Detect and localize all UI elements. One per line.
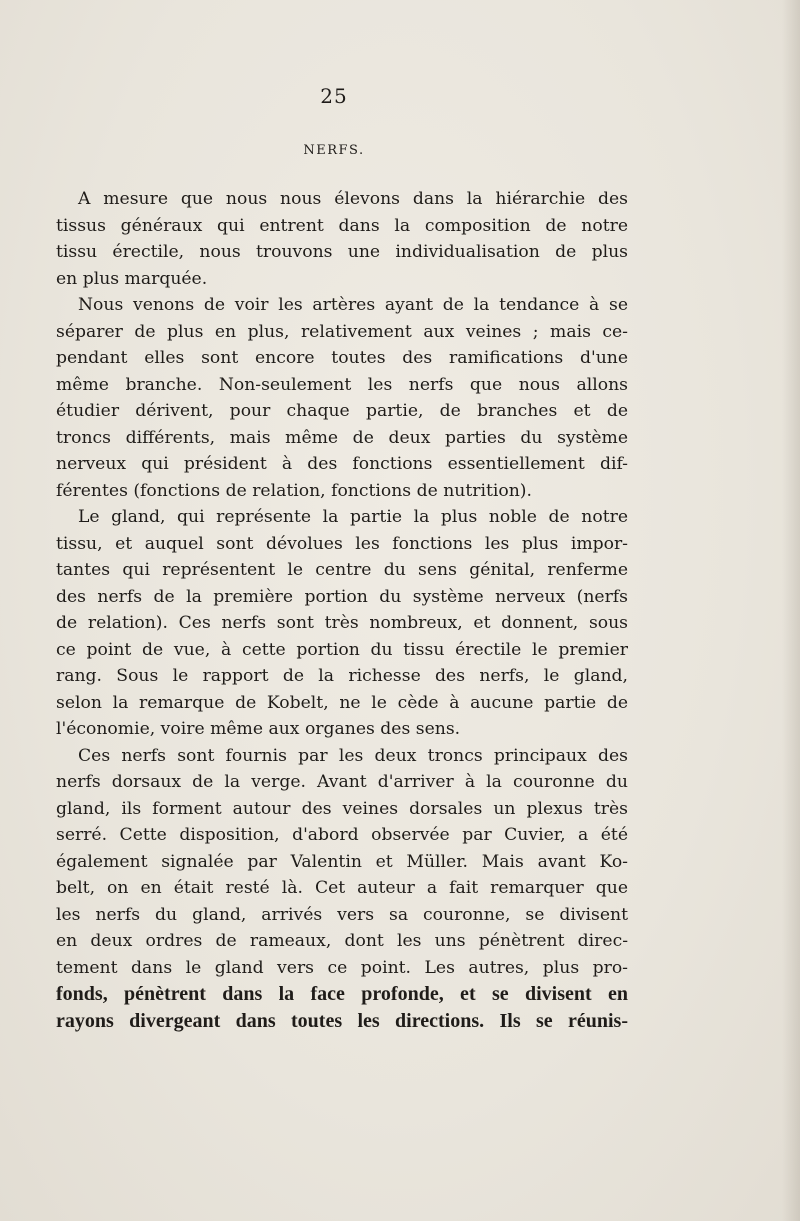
text-line: tissu érectile, nous trouvons une individualisation de plus: [56, 242, 628, 262]
section-heading: NERFS.: [303, 143, 365, 158]
text-line: tantes qui représentent le centre du sens génital, renferme: [56, 560, 628, 580]
text-line: de relation). Ces nerfs sont très nombreux, et donnent, sous: [56, 613, 628, 633]
text-line: Le gland, qui représente la partie la plus noble de notre: [78, 507, 628, 527]
text-line: rang. Sous le rapport de la richesse des nerfs, le gland,: [56, 666, 628, 686]
body-text: [56, 186, 628, 1034]
text-line: étudier dérivent, pour chaque partie, de branches et de: [56, 401, 628, 421]
text-line: Ces nerfs sont fournis par les deux troncs principaux des: [78, 745, 628, 766]
text-line: fonds, pénètrent dans la face profonde, et se divisent en: [56, 983, 628, 1005]
text-line: A mesure que nous nous élevons dans la hiérarchie des: [78, 189, 628, 209]
text-line: Nous venons de voir les artères ayant de la tendance à se: [78, 295, 628, 315]
text-line: belt, on en était resté là. Cet auteur a fait remarquer que: [56, 878, 628, 898]
text-line: également signalée par Valentin et Müller. Mais avant Ko-: [56, 851, 628, 872]
text-line: les nerfs du gland, arrivés vers sa couronne, se divisent: [56, 904, 628, 925]
text-line: l'économie, voire même aux organes des sens.: [56, 719, 461, 739]
text-line: férentes (fonctions de relation, fonctions de nutrition).: [56, 480, 532, 501]
text-line: pendant elles sont encore toutes des ramifications d'une: [56, 348, 628, 368]
text-line: serré. Cette disposition, d'abord observée par Cuvier, a été: [56, 825, 628, 845]
text-line: selon la remarque de Kobelt, ne le cède à aucune partie de: [56, 692, 628, 713]
text-line: en plus marquée.: [56, 268, 208, 289]
text-line: en deux ordres de rameaux, dont les uns pénètrent direc-: [56, 931, 628, 951]
text-line: gland, ils forment autour des veines dorsales un plexus très: [56, 798, 628, 819]
text-line: des nerfs de la première portion du système nerveux (nerfs: [56, 586, 628, 607]
text-line: troncs différents, mais même de deux parties du système: [56, 427, 628, 448]
page-edge-shadow: [782, 0, 800, 1221]
text-line: tement dans le gland vers ce point. Les autres, plus pro-: [56, 957, 628, 978]
page-number: 25: [320, 84, 348, 108]
text-line: séparer de plus en plus, relativement aux veines ; mais ce-: [56, 321, 628, 342]
text-line: tissu, et auquel sont dévolues les fonctions les plus impor-: [56, 533, 628, 554]
text-line: rayons divergeant dans toutes les directions. Ils se réunis-: [56, 1009, 628, 1032]
text-line: ce point de vue, à cette portion du tissu érectile le premier: [56, 639, 628, 660]
text-line: même branche. Non-seulement les nerfs que nous allons: [56, 374, 628, 395]
text-line: nerveux qui président à des fonctions essentiellement dif-: [56, 454, 628, 474]
text-line: nerfs dorsaux de la verge. Avant d'arriver à la couronne du: [56, 772, 628, 792]
text-line: tissus généraux qui entrent dans la composition de notre: [56, 215, 628, 236]
